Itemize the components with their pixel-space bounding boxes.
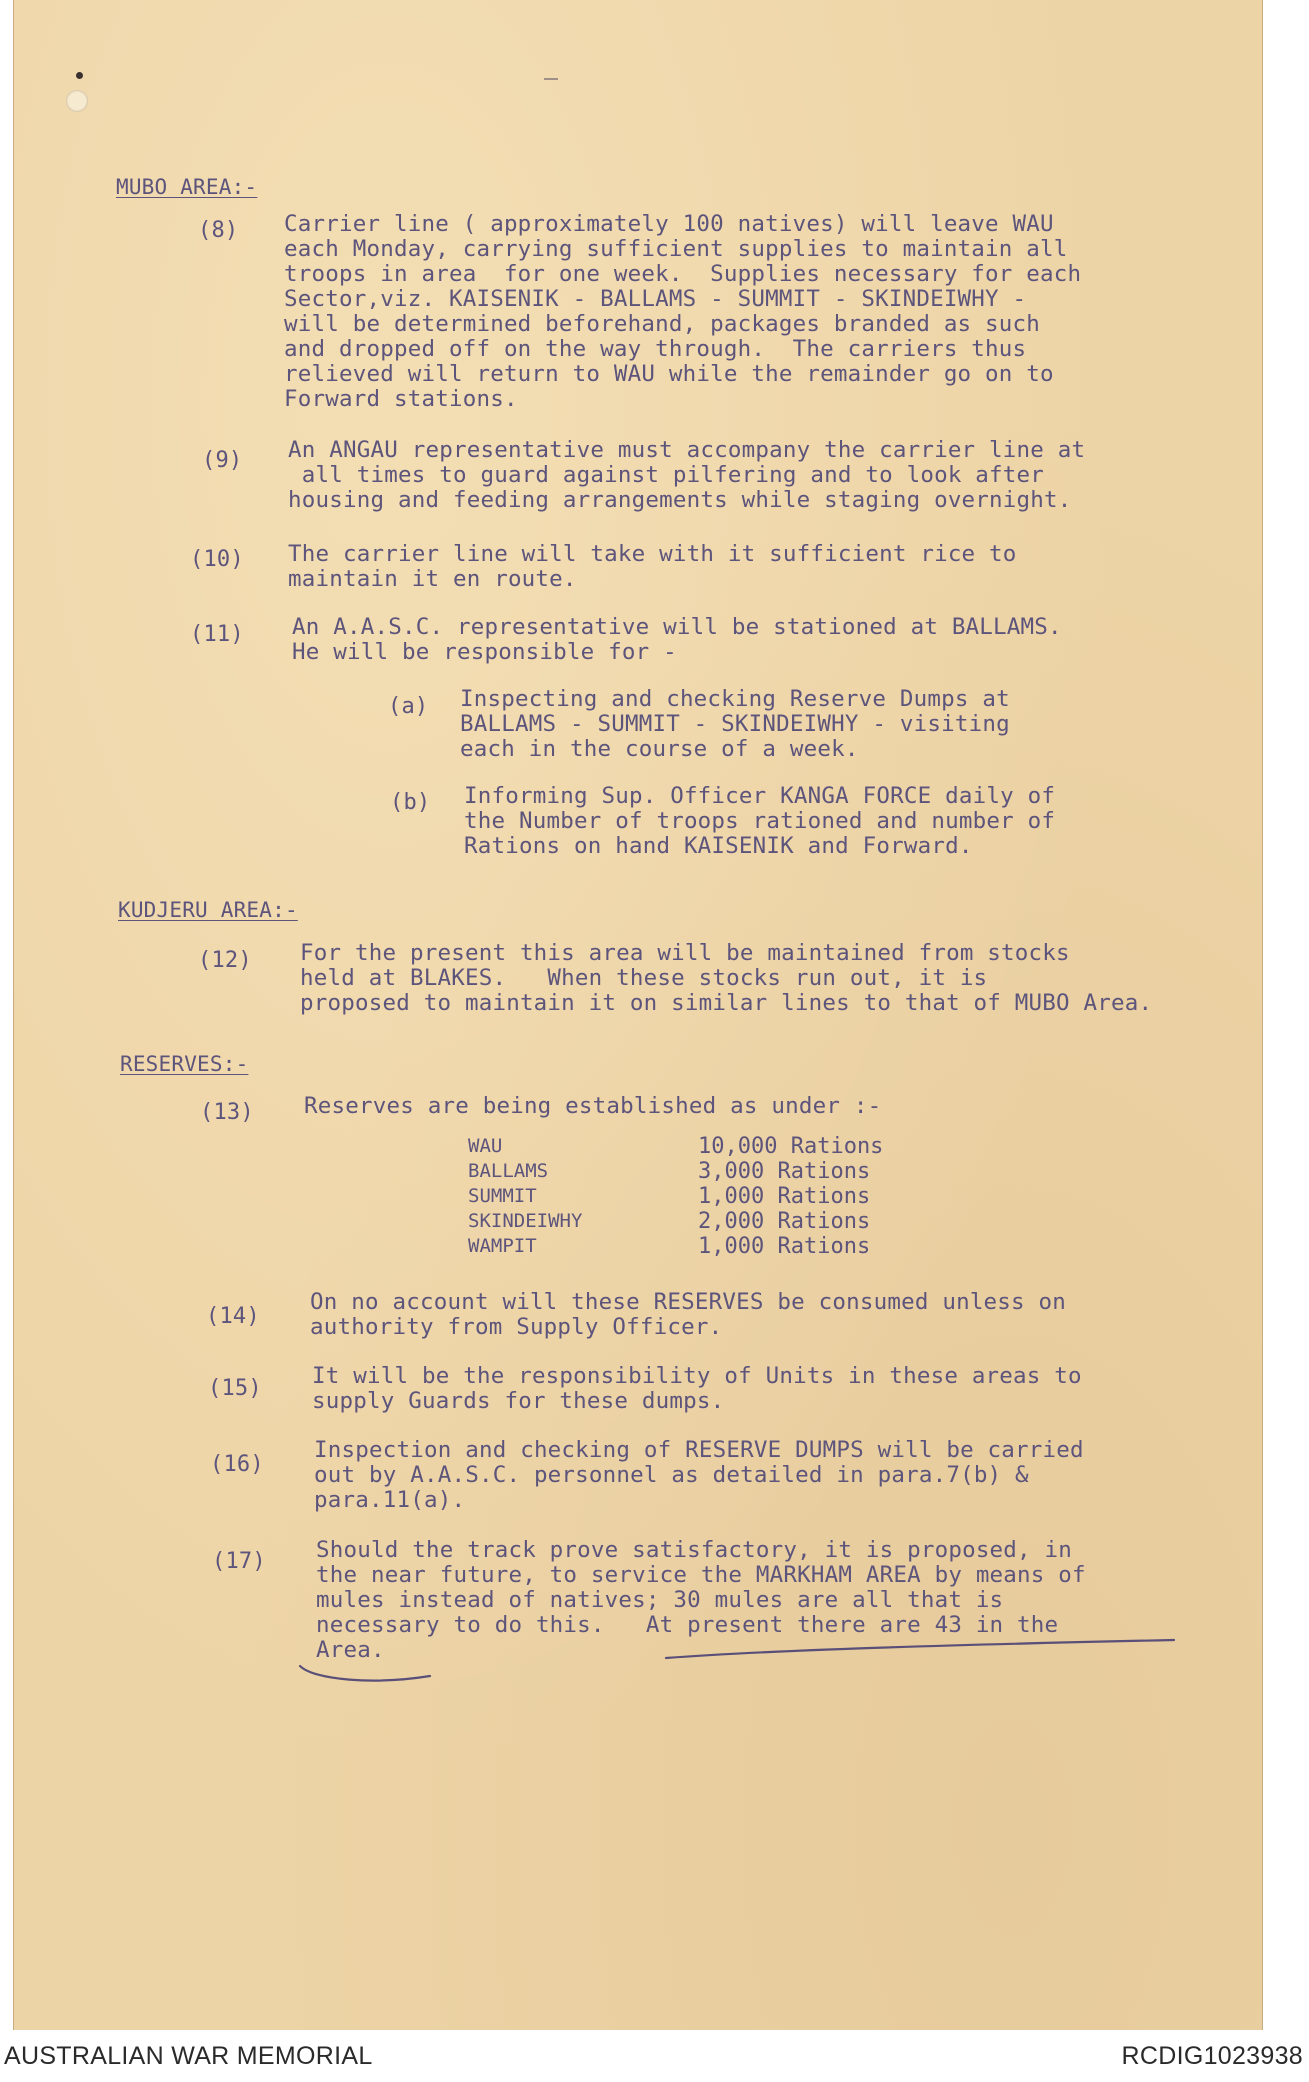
subpara-number-a: (a) — [388, 694, 429, 719]
para-15-line: supply Guards for these dumps. — [312, 1388, 725, 1414]
para-10-line: The carrier line will take with it sufficient rice to — [288, 541, 1017, 567]
para-16-line: out by A.A.S.C. personnel as detailed in para.7(b) & — [314, 1462, 1029, 1488]
reserve-rations: 2,000 Rations — [698, 1209, 871, 1234]
para-8-line: Forward stations. — [284, 386, 518, 412]
para-17-line: mules instead of natives; 30 mules are all that is — [316, 1587, 1004, 1613]
para-16-line: para.11(a). — [314, 1487, 466, 1513]
para-8-line: Sector,viz. KAISENIK - BALLAMS - SUMMIT - SKINDEIWHY - — [284, 286, 1027, 312]
para-number-15: (15) — [208, 1376, 262, 1401]
para-8-line: and dropped off on the way through. The carriers thus — [284, 336, 1027, 362]
para-number-10: (10) — [190, 547, 244, 572]
subpara-a-line: BALLAMS - SUMMIT - SKINDEIWHY - visiting — [460, 711, 1010, 737]
reserve-location: SUMMIT — [468, 1185, 537, 1207]
subpara-a-line: Inspecting and checking Reserve Dumps at — [460, 686, 1010, 712]
subpara-b-line: the Number of troops rationed and number of — [464, 808, 1056, 834]
para-8-line: troops in area for one week. Supplies necessary for each — [284, 261, 1082, 287]
footer-institution: AUSTRALIAN WAR MEMORIAL — [4, 2042, 373, 2070]
reserve-location: WAMPIT — [468, 1235, 537, 1257]
para-12-line: proposed to maintain it on similar lines to that of MUBO Area. — [300, 990, 1153, 1016]
reserve-rations: 10,000 Rations — [698, 1134, 884, 1159]
para-8-line: will be determined beforehand, packages branded as such — [284, 311, 1041, 337]
reserve-rations: 3,000 Rations — [698, 1159, 871, 1184]
reserve-location: BALLAMS — [468, 1160, 549, 1182]
para-12-line: For the present this area will be maintained from stocks — [300, 940, 1070, 966]
document-page — [14, 0, 1262, 2030]
footer-record-id: RCDIG1023938 — [1121, 2042, 1303, 2070]
para-number-16: (16) — [210, 1452, 264, 1477]
para-14-line: authority from Supply Officer. — [310, 1314, 723, 1340]
para-number-17: (17) — [212, 1549, 266, 1574]
para-8-line: relieved will return to WAU while the remainder go on to — [284, 361, 1054, 387]
para-number-13: (13) — [200, 1100, 254, 1125]
para-12-line: held at BLAKES. When these stocks run out, it is — [300, 965, 988, 991]
heading-reserves: RESERVES:- — [120, 1052, 249, 1076]
para-10-line: maintain it en route. — [288, 566, 577, 592]
pencil-underline-annotation — [14, 0, 1262, 2030]
para-11-line: An A.A.S.C. representative will be stationed at BALLAMS. — [292, 614, 1062, 640]
para-17-line: the near future, to service the MARKHAM AREA by means of — [316, 1562, 1086, 1588]
para-15-line: It will be the responsibility of Units in these areas to — [312, 1363, 1082, 1389]
para-number-12: (12) — [198, 948, 252, 973]
para-16-line: Inspection and checking of RESERVE DUMPS will be carried — [314, 1437, 1084, 1463]
para-number-9: (9) — [202, 448, 243, 473]
para-11-line: He will be responsible for - — [292, 639, 677, 665]
para-17-line: Should the track prove satisfactory, it is proposed, in — [316, 1537, 1073, 1563]
para-8-line: Carrier line ( approximately 100 natives) will leave WAU — [284, 211, 1054, 237]
subpara-b-line: Rations on hand KAISENIK and Forward. — [464, 833, 973, 859]
reserve-location: SKINDEIWHY — [468, 1210, 583, 1232]
para-14-line: On no account will these RESERVES be consumed unless on — [310, 1289, 1067, 1315]
para-8-line: each Monday, carrying sufficient supplies to maintain all — [284, 236, 1068, 262]
para-number-14: (14) — [206, 1304, 260, 1329]
reserve-rations: 1,000 Rations — [698, 1184, 871, 1209]
archive-footer — [0, 2030, 1309, 2082]
subpara-a-line: each in the course of a week. — [460, 736, 859, 762]
para-9-line: all times to guard against pilfering and to look after — [288, 462, 1045, 488]
para-9-line: housing and feeding arrangements while staging overnight. — [288, 487, 1072, 513]
para-number-8: (8) — [198, 218, 239, 243]
subpara-number-b: (b) — [390, 790, 431, 815]
para-17-line: necessary to do this. At present there are 43 in the — [316, 1612, 1059, 1638]
para-13-line: Reserves are being established as under :- — [304, 1093, 882, 1119]
reserve-location: WAU — [468, 1135, 503, 1157]
heading-mubo-area: MUBO AREA:- — [116, 175, 258, 199]
para-9-line: An ANGAU representative must accompany the carrier line at — [288, 437, 1086, 463]
para-17-line: Area. — [316, 1637, 385, 1663]
para-number-11: (11) — [190, 622, 244, 647]
heading-kudjeru-area: KUDJERU AREA:- — [118, 898, 298, 922]
reserve-rations: 1,000 Rations — [698, 1234, 871, 1259]
subpara-b-line: Informing Sup. Officer KANGA FORCE daily of — [464, 783, 1056, 809]
